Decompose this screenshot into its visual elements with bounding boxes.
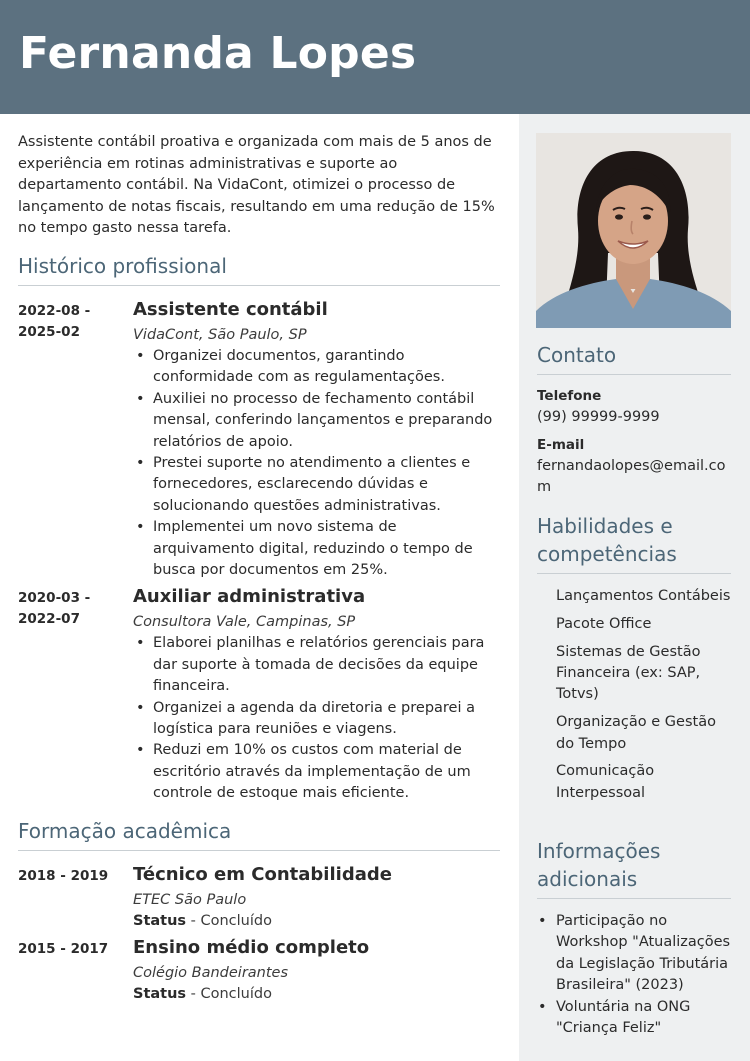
job-dates: 2020-03 - 2022-07	[18, 590, 91, 628]
main-column	[18, 132, 500, 1005]
list-item: • Organizei a agenda da diretoria e preparei a logística para reuniões e viagens.	[133, 698, 500, 741]
candidate-name: Fernanda Lopes	[19, 28, 417, 79]
portrait-illustration	[536, 133, 731, 328]
section-title-skills: Habilidades e competências	[537, 512, 731, 574]
job-bullets	[133, 633, 500, 804]
job-dates: 2022-08 - 2025-02	[18, 302, 91, 340]
education-entry	[18, 935, 500, 1005]
education-degree: Ensino médio completo	[133, 936, 370, 958]
list-item: • Auxiliei no processo de fechamento contábil mensal, conferindo lançamentos e preparando relatórios de apoio.	[133, 389, 500, 453]
list-item: Comunicação Interpessoal	[556, 763, 655, 801]
list-item: • Implementei um novo sistema de arquivamento digital, reduzindo o tempo de busca por documentos em 25%.	[133, 517, 500, 581]
contact-section	[537, 341, 731, 498]
education-school: ETEC São Paulo	[133, 891, 247, 908]
list-item: • Organizei documentos, garantindo conformidade com as regulamentações.	[133, 346, 500, 389]
job-bullets	[133, 346, 500, 581]
education-status: Status - Concluído	[133, 985, 272, 1002]
section-title-additional: Informações adicionais	[537, 837, 731, 899]
job-entry	[18, 297, 500, 581]
skills-list	[537, 586, 731, 804]
list-item: • Elaborei planilhas e relatórios gerenciais para dar suporte à tomada de decisões da equipe financeira.	[133, 633, 500, 697]
section-title-history: Histórico profissional	[18, 254, 500, 286]
education-school: Colégio Bandeirantes	[133, 964, 289, 981]
job-company: VidaCont, São Paulo, SP	[133, 326, 307, 343]
education-degree: Técnico em Contabilidade	[133, 863, 392, 885]
education-dates: 2015 - 2017	[18, 940, 109, 957]
header-banner	[0, 0, 750, 114]
education-dates: 2018 - 2019	[18, 867, 109, 884]
phone-value: (99) 99999-9999	[537, 409, 660, 425]
job-role: Auxiliar administrativa	[133, 586, 366, 608]
job-role: Assistente contábil	[133, 298, 328, 320]
job-entry	[18, 584, 500, 804]
section-title-education: Formação acadêmica	[18, 819, 500, 851]
additional-info-section	[537, 837, 731, 1039]
section-title-contact: Contato	[537, 341, 731, 375]
list-item: Sistemas de Gestão Financeira (ex: SAP, Totvs)	[556, 643, 701, 703]
list-item: Lançamentos Contábeis	[556, 588, 731, 604]
skills-section	[537, 512, 731, 811]
list-item: • Participação no Workshop "Atualizações da Legislação Tributária Brasileira" (2023)	[537, 911, 731, 997]
additional-list	[537, 911, 731, 1039]
list-item: Pacote Office	[556, 615, 652, 632]
list-item: • Reduzi em 10% os custos com material de escritório através da implementação de um controle de estoque mais eficiente.	[133, 740, 500, 804]
education-status: Status - Concluído	[133, 912, 272, 929]
summary-text: Assistente contábil proativa e organizada com mais de 5 anos de experiência em rotinas administrativas e suporte ao departamento contábil. Na VidaCont, otimizei o processo de lançamento de notas fiscais, resultando em uma redução de 15% no tempo gasto nessa tarefa.	[18, 134, 495, 237]
job-company: Consultora Vale, Campinas, SP	[133, 614, 356, 631]
list-item: • Prestei suporte no atendimento a clientes e fornecedores, esclarecendo dúvidas e solucionando questões administrativas.	[133, 453, 500, 517]
email-label: E-mail	[537, 437, 585, 453]
email-value: fernandaolopes@email.com	[537, 458, 726, 495]
list-item: • Voluntária na ONG "Criança Feliz"	[537, 997, 731, 1040]
phone-label: Telefone	[537, 388, 602, 404]
education-entry	[18, 862, 500, 932]
profile-photo	[536, 133, 731, 328]
list-item: Organização e Gestão do Tempo	[556, 714, 716, 752]
